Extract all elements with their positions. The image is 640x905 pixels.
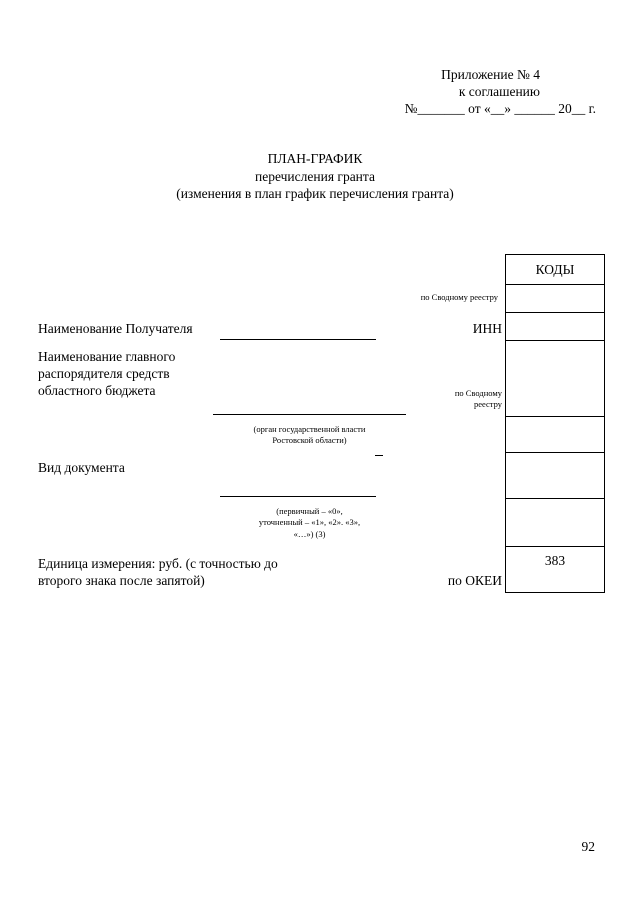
svod-reestr-2-label-1: по Сводному [454,388,502,398]
organ-hint-2: Ростовской области) [272,435,347,445]
gr-manager-label-2: распорядителя средств [38,366,170,381]
okei-label: по ОКЕИ [447,573,502,588]
code-cell-svod-reestr [506,285,605,313]
unit-label-2: второго знака после запятой) [38,573,205,588]
gr-manager-label-1: Наименование главного [38,349,176,364]
svod-reestr-label: по Сводному реестру [420,292,498,302]
code-cell-organ [506,417,605,453]
svod-reestr-2-label-2: реестру [474,399,502,409]
doc-type-hint-2: уточненный – «1», «2». «3», [258,517,361,527]
recipient-label: Наименование Получателя [38,321,193,336]
doc-type-hint-3: «…») (3) [293,529,326,539]
annex-number: Приложение № 4 [441,67,540,82]
document-title: ПЛАН-ГРАФИК [267,151,363,166]
unit-label-1: Единица измерения: руб. (с точностью до [38,556,278,571]
code-cell-inn [506,313,605,341]
gr-manager-underline [213,414,406,415]
organ-hint-1: (орган государственной власти [253,424,366,434]
recipient-underline [220,339,376,340]
inn-label: ИНН [472,321,502,336]
code-cell-doc-type-2 [506,499,605,547]
doc-type-label: Вид документа [38,460,125,475]
code-cell-gr-svod-reestr [506,341,605,417]
doc-type-underline [220,496,376,497]
annex-agreement: к соглашению [458,84,540,99]
codes-table [505,254,605,593]
document-subtitle: перечисления гранта [255,169,375,184]
codes-header: КОДЫ [506,255,605,285]
document-subtitle-changes: (изменения в план график перечисления гранта) [176,186,454,201]
gr-manager-label-3: областного бюджета [38,383,156,398]
page-number: 92 [581,839,595,854]
code-cell-doc-type [506,453,605,499]
small-dash [375,455,383,456]
doc-type-hint-1: (первичный – «0», [276,506,343,516]
annex-agreement-number-date: №_______ от «__» ______ 20__ г. [404,101,596,116]
code-cell-okei: 383 [506,547,605,593]
